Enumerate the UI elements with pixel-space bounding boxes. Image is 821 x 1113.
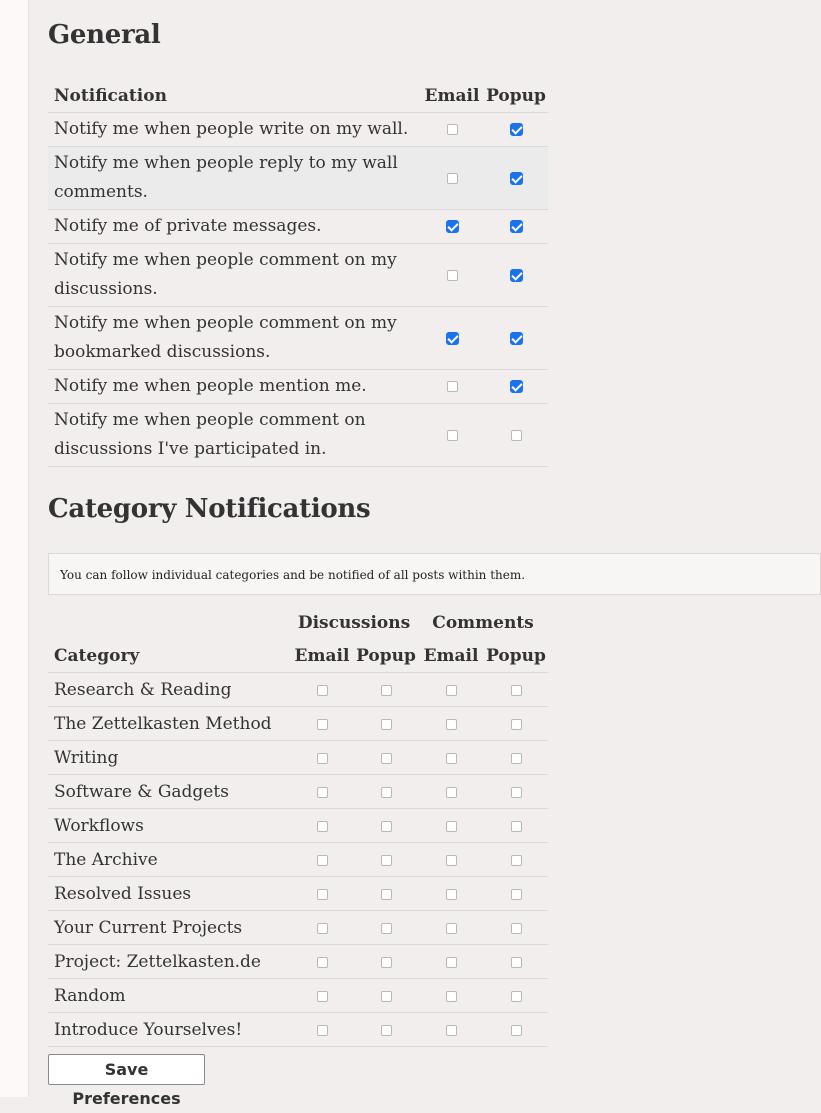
discussions-popup-cell [354, 911, 418, 945]
comments-email-header: Email [418, 639, 484, 673]
popup-cell [484, 210, 548, 244]
discussions-popup-checkbox[interactable] [381, 821, 392, 832]
comments-popup-checkbox[interactable] [511, 991, 522, 1002]
category-row [48, 1013, 548, 1047]
comments-email-cell [418, 945, 484, 979]
category-row [48, 809, 548, 843]
discussions-popup-checkbox[interactable] [381, 923, 392, 934]
email-cell [420, 210, 484, 244]
category-label: Random [48, 979, 290, 1013]
comments-popup-header: Popup [484, 639, 548, 673]
notification-label: Notify me of private messages. [48, 210, 420, 244]
category-label: Resolved Issues [48, 877, 290, 911]
comments-popup-cell [484, 741, 548, 775]
discussions-popup-cell [354, 843, 418, 877]
comments-popup-cell [484, 673, 548, 707]
discussions-popup-cell [354, 809, 418, 843]
comments-email-checkbox[interactable] [446, 889, 457, 900]
popup-cell [484, 307, 548, 370]
comments-email-checkbox[interactable] [446, 923, 457, 934]
discussions-popup-cell [354, 741, 418, 775]
comments-email-checkbox[interactable] [446, 1025, 457, 1036]
discussions-email-cell [290, 741, 354, 775]
general-heading: General [48, 20, 161, 50]
discussions-popup-checkbox[interactable] [381, 787, 392, 798]
email-checkbox[interactable] [446, 220, 459, 233]
notification-label: Notify me when people write on my wall. [48, 113, 420, 147]
save-preferences-button[interactable]: Save Preferences [48, 1054, 205, 1085]
comments-popup-checkbox[interactable] [511, 1025, 522, 1036]
discussions-email-checkbox[interactable] [317, 787, 328, 798]
comments-email-checkbox[interactable] [446, 821, 457, 832]
comments-email-checkbox[interactable] [446, 991, 457, 1002]
comments-popup-checkbox[interactable] [511, 889, 522, 900]
category-row [48, 911, 548, 945]
discussions-email-cell [290, 979, 354, 1013]
comments-email-checkbox[interactable] [446, 957, 457, 968]
popup-cell [484, 244, 548, 307]
notification-label: Notify me when people comment on discussions I've participated in. [48, 404, 420, 467]
comments-popup-cell [484, 945, 548, 979]
popup-checkbox[interactable] [510, 332, 523, 345]
popup-checkbox[interactable] [510, 172, 523, 185]
discussions-email-cell [290, 1013, 354, 1047]
category-label: Software & Gadgets [48, 775, 290, 809]
discussions-popup-checkbox[interactable] [381, 719, 392, 730]
discussions-email-cell [290, 843, 354, 877]
popup-checkbox[interactable] [510, 269, 523, 282]
discussions-popup-checkbox[interactable] [381, 685, 392, 696]
comments-popup-checkbox[interactable] [511, 957, 522, 968]
comments-popup-cell [484, 775, 548, 809]
category-label: Introduce Yourselves! [48, 1013, 290, 1047]
discussions-popup-checkbox[interactable] [381, 753, 392, 764]
email-checkbox[interactable] [447, 173, 458, 184]
notification-row [48, 113, 548, 147]
discussions-email-cell [290, 707, 354, 741]
discussions-popup-checkbox[interactable] [381, 1025, 392, 1036]
category-label: The Archive [48, 843, 290, 877]
category-row [48, 979, 548, 1013]
category-row [48, 775, 548, 809]
email-cell [420, 404, 484, 467]
comments-popup-checkbox[interactable] [511, 855, 522, 866]
popup-checkbox[interactable] [510, 220, 523, 233]
notification-label: Notify me when people comment on my discussions. [48, 244, 420, 307]
comments-popup-checkbox[interactable] [511, 923, 522, 934]
category-notifications-heading: Category Notifications [48, 494, 371, 524]
notification-row [48, 307, 548, 370]
email-checkbox[interactable] [447, 124, 458, 135]
notification-row [48, 147, 548, 210]
notification-column-header: Notification [48, 79, 420, 113]
category-label: The Zettelkasten Method [48, 707, 290, 741]
comments-email-cell [418, 843, 484, 877]
category-label: Project: Zettelkasten.de [48, 945, 290, 979]
notification-label: Notify me when people mention me. [48, 370, 420, 404]
discussions-email-cell [290, 877, 354, 911]
email-checkbox[interactable] [446, 332, 459, 345]
comments-popup-checkbox[interactable] [511, 685, 522, 696]
email-checkbox[interactable] [447, 270, 458, 281]
discussions-email-checkbox[interactable] [317, 923, 328, 934]
comments-popup-checkbox[interactable] [511, 719, 522, 730]
category-row [48, 843, 548, 877]
discussions-popup-cell [354, 1013, 418, 1047]
category-info-message: You can follow individual categories and be notified of all posts within them. [48, 553, 821, 595]
discussions-popup-cell [354, 945, 418, 979]
comments-email-checkbox[interactable] [446, 719, 457, 730]
category-row [48, 707, 548, 741]
popup-checkbox[interactable] [510, 380, 523, 393]
notification-row [48, 244, 548, 307]
discussions-popup-checkbox[interactable] [381, 855, 392, 866]
comments-email-cell [418, 911, 484, 945]
comments-popup-cell [484, 843, 548, 877]
notification-label: Notify me when people reply to my wall comments. [48, 147, 420, 210]
category-column-header: Category [48, 639, 290, 673]
discussions-email-cell [290, 809, 354, 843]
comments-email-checkbox[interactable] [446, 753, 457, 764]
popup-column-header: Popup [484, 79, 548, 113]
popup-cell [484, 370, 548, 404]
category-row [48, 945, 548, 979]
comments-email-cell [418, 809, 484, 843]
comments-email-cell [418, 877, 484, 911]
discussions-email-cell [290, 911, 354, 945]
discussions-email-checkbox[interactable] [317, 957, 328, 968]
comments-popup-checkbox[interactable] [511, 753, 522, 764]
discussions-email-checkbox[interactable] [317, 991, 328, 1002]
discussions-popup-header: Popup [354, 639, 418, 673]
comments-email-checkbox[interactable] [446, 855, 457, 866]
discussions-email-checkbox[interactable] [317, 889, 328, 900]
category-notifications-table [48, 606, 548, 1047]
discussions-popup-cell [354, 673, 418, 707]
discussions-email-cell [290, 775, 354, 809]
discussions-email-checkbox[interactable] [317, 821, 328, 832]
empty-header-cell [48, 606, 290, 639]
notification-row [48, 210, 548, 244]
comments-email-cell [418, 741, 484, 775]
discussions-email-checkbox[interactable] [317, 719, 328, 730]
notification-row [48, 404, 548, 467]
discussions-popup-cell [354, 775, 418, 809]
discussions-email-cell [290, 673, 354, 707]
discussions-email-checkbox[interactable] [317, 753, 328, 764]
popup-checkbox[interactable] [510, 123, 523, 136]
discussions-popup-checkbox[interactable] [381, 991, 392, 1002]
discussions-email-cell [290, 945, 354, 979]
category-row [48, 673, 548, 707]
email-cell [420, 370, 484, 404]
notification-label: Notify me when people comment on my bookmarked discussions. [48, 307, 420, 370]
popup-checkbox[interactable] [511, 430, 522, 441]
category-row [48, 741, 548, 775]
notification-row [48, 370, 548, 404]
category-label: Writing [48, 741, 290, 775]
comments-email-cell [418, 673, 484, 707]
popup-cell [484, 147, 548, 210]
comments-email-cell [418, 1013, 484, 1047]
popup-cell [484, 404, 548, 467]
comments-email-cell [418, 979, 484, 1013]
comments-email-cell [418, 707, 484, 741]
discussions-email-checkbox[interactable] [317, 685, 328, 696]
email-cell [420, 147, 484, 210]
comments-popup-checkbox[interactable] [511, 821, 522, 832]
comments-popup-cell [484, 809, 548, 843]
comments-popup-cell [484, 979, 548, 1013]
discussions-email-checkbox[interactable] [317, 855, 328, 866]
comments-group-header: Comments [432, 612, 534, 633]
email-checkbox[interactable] [447, 381, 458, 392]
discussions-popup-cell [354, 707, 418, 741]
comments-popup-cell [484, 911, 548, 945]
comments-email-checkbox[interactable] [446, 787, 457, 798]
discussions-popup-cell [354, 979, 418, 1013]
popup-cell [484, 113, 548, 147]
comments-email-cell [418, 775, 484, 809]
comments-popup-checkbox[interactable] [511, 787, 522, 798]
discussions-popup-cell [354, 877, 418, 911]
category-label: Research & Reading [48, 673, 290, 707]
discussions-group-header: Discussions [297, 612, 411, 633]
general-notifications-table [48, 79, 548, 467]
category-row [48, 877, 548, 911]
email-cell [420, 244, 484, 307]
email-cell [420, 307, 484, 370]
email-checkbox[interactable] [447, 430, 458, 441]
discussions-popup-checkbox[interactable] [381, 889, 392, 900]
page-margin [0, 0, 29, 1097]
comments-popup-cell [484, 1013, 548, 1047]
comments-popup-cell [484, 707, 548, 741]
email-cell [420, 113, 484, 147]
email-column-header: Email [420, 79, 484, 113]
discussions-popup-checkbox[interactable] [381, 957, 392, 968]
category-label: Workflows [48, 809, 290, 843]
discussions-email-header: Email [290, 639, 354, 673]
category-label: Your Current Projects [48, 911, 290, 945]
comments-popup-cell [484, 877, 548, 911]
discussions-email-checkbox[interactable] [317, 1025, 328, 1036]
comments-email-checkbox[interactable] [446, 685, 457, 696]
